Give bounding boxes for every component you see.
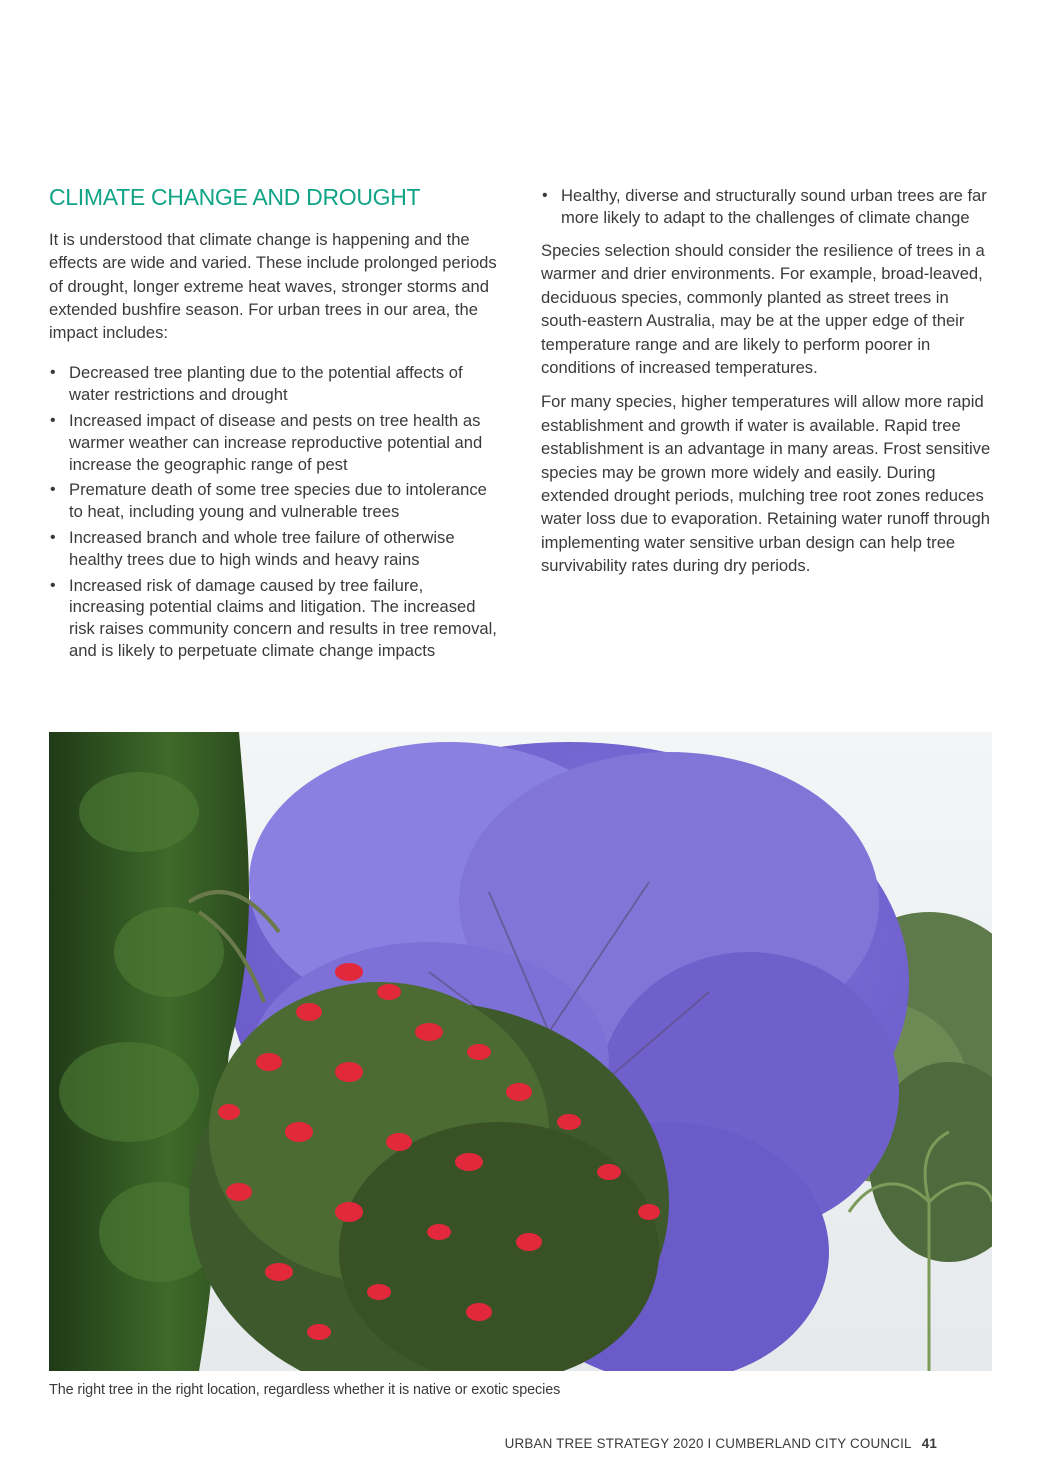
left-column (49, 182, 499, 666)
section-heading: CLIMATE CHANGE AND DROUGHT (49, 184, 421, 210)
impact-item: • Premature death of some tree species due to intolerance to heat, including young and vulnerable trees (49, 479, 499, 523)
resilience-list (541, 185, 993, 229)
impact-item: • Increased branch and whole tree failure of otherwise healthy trees due to high winds and heavy rains (49, 527, 499, 571)
impact-item: • Increased impact of disease and pests on tree health as warmer weather can increase reproductive potential and increase the geographic range of pest (49, 410, 499, 475)
resilience-item: • Healthy, diverse and structurally sound urban trees are far more likely to adapt to the challenges of climate change (541, 185, 993, 229)
establishment-paragraph: For many species, higher temperatures will allow more rapid establishment and growth if water is available. Rapid tree establishment is an advantage in many areas. Frost sensitive species may be grown more widely and easily. During extended drought periods, mulching tree root zones reduces water loss due to evaporation. Retaining water runoff through implementing water sensitive urban design can help tree survivability rates during dry periods. (541, 392, 991, 576)
species-selection-paragraph: Species selection should consider the resilience of trees in a warmer and drier environments. For example, broad-leaved, deciduous species, commonly planted as street trees in south-eastern Australia, may be at the upper edge of their temperature range and are likely to perform poorer in conditions of increased temperatures. (541, 241, 985, 378)
impact-list (49, 362, 499, 661)
tree-photo-illustration (49, 732, 992, 1371)
photo-caption: The right tree in the right location, regardless whether it is native or exotic species (49, 1382, 561, 1398)
tree-photo (49, 732, 992, 1371)
page-number: 41 (921, 1436, 937, 1451)
footer-title: URBAN TREE STRATEGY 2020 I CUMBERLAND CITY COUNCIL (504, 1436, 912, 1451)
impact-item: • Increased risk of damage caused by tree failure, increasing potential claims and litigation. The increased risk raises community concern and results in tree removal, and is likely to perpetuate climate change impacts (49, 575, 499, 662)
right-column (541, 185, 993, 578)
intro-paragraph: It is understood that climate change is happening and the effects are wide and varied. These include prolonged periods of drought, longer extreme heat waves, stronger storms and extended bushfire season. For urban trees in our area, the impact includes: (49, 230, 497, 343)
impact-item: • Decreased tree planting due to the potential affects of water restrictions and drought (49, 362, 499, 406)
page-footer (505, 1436, 937, 1451)
